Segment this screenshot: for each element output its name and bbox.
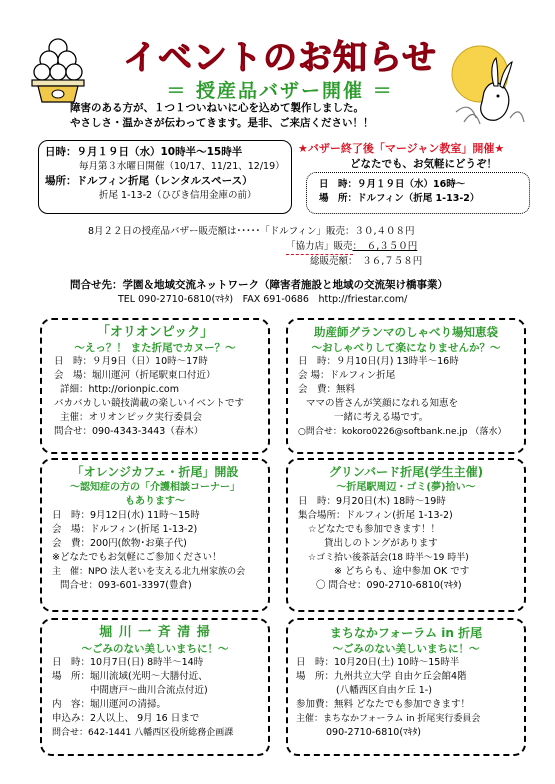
event-horikawa-cleanup	[40, 618, 270, 756]
mahjong-info-box	[306, 172, 530, 214]
kyoryoku-label: 「協力店」販売	[286, 240, 353, 255]
intro-text	[70, 101, 374, 131]
event-line: 問合せ：093-601-3397(豊倉)	[60, 580, 192, 591]
event-line: ☆どなたでも参加できます！！	[308, 524, 441, 535]
event-subtitle: 〜えっ？！ また折尾でカヌー？〜	[74, 342, 236, 354]
event-line: 会 費：200円(飲物･お菓子代)	[52, 538, 187, 549]
bazaar-info-box	[38, 140, 292, 214]
sales-total	[310, 255, 422, 269]
bazaar-place-label: 場所：	[45, 175, 77, 187]
mahjong-heading: ★バザー終了後「マージャン教室」開催★	[298, 142, 505, 155]
event-grandma-talk	[286, 318, 526, 454]
event-title: 「オリオンピック」	[96, 325, 214, 340]
event-line: 090-2710-6810(ﾏｷﾀ)	[326, 727, 422, 738]
event-line: 問合せ：642-1441 八幡西区役所総務企画課	[52, 728, 234, 738]
event-subtitle: 〜ごみのない美しいまちに！〜	[81, 643, 229, 655]
event-title: グリンバード折尾(学生主催)	[328, 465, 484, 479]
event-line: 会 場：ドルフィン(折尾 1-13-2)	[52, 524, 198, 535]
event-title: 助産師グランマのしゃべり場知恵袋	[314, 325, 498, 339]
page-title: イベントのお知らせ	[123, 38, 437, 78]
event-line: 会 費：無料	[298, 384, 356, 395]
event-line: 主催：まちなかフォーラム in 折尾実行委員会	[296, 714, 481, 724]
event-line: ママの皆さんが笑顔になれる知恵を	[306, 398, 459, 409]
event-line: 日 時：10月7日(日) 8時半〜14時	[52, 657, 204, 668]
event-green-bird	[286, 458, 526, 612]
event-line: ※どなたでもお気軽にご参加ください！	[52, 552, 222, 563]
event-subtitle: 〜ごみのない美しいまちに！〜	[332, 643, 480, 655]
event-line: 内 容：堀川運河の清掃。	[52, 699, 167, 710]
mahjong-place: 場 所：ドルフィン（折尾 1-13-2）	[319, 193, 480, 204]
event-line: 日 時：9月20日(木) 18時〜19時	[298, 496, 446, 507]
bazaar-date-note: 毎月第３水曜日開催（10/17、11/21、12/19）	[79, 161, 285, 172]
event-line: 問合せ：090-4343-3443（春木）	[54, 426, 204, 437]
event-line: ○問合せ：kokoro0226@softbank.ne.jp （落水）	[298, 427, 507, 437]
event-machinaka-forum	[286, 618, 526, 756]
mahjong-date: 日 時：９月１９日（水）16時〜	[319, 179, 466, 190]
event-line: 会 場：堀川運河（折尾駅東口付近）	[54, 370, 216, 381]
event-line: 日 時：10月20日(土) 10時〜15時半	[296, 657, 460, 668]
event-line: 参加費：無料 どなたでも参加できます！	[296, 699, 471, 710]
sales-intro: 8月２２日の授産品バザー販売額は･････「ドルフィン」販売：３０,４０８円	[88, 226, 415, 237]
event-line: 日 時：９月10日(月) 13時半〜16時	[298, 356, 459, 367]
event-line: 場 所：九州共立大学 自由ケ丘会館4階	[296, 671, 467, 682]
event-line: ※ どちらも、途中参加 OK です	[334, 566, 470, 577]
event-title: 「オレンジカフェ・折尾」開設	[71, 465, 239, 479]
tsukimi-dango-illustration	[30, 36, 86, 104]
bazaar-date-label: 日時：	[45, 146, 77, 158]
sales-kyoryoku	[286, 240, 417, 255]
intro-line: やさしさ・温かさが伝わってきます。是非、ご来店ください！！	[70, 117, 374, 129]
event-line: 詳細：http://orionpic.com	[60, 384, 179, 395]
event-line: 一緒に考える場です。	[334, 412, 429, 423]
event-line: ☆ゴミ拾い後茶話会(18 時半〜19 時半)	[308, 553, 469, 563]
contact-line1: 問合せ先：学園＆地域交流ネットワーク（障害者施設と地域の交流架け橋事業）	[70, 279, 448, 291]
event-subtitle: もあります〜	[125, 496, 185, 507]
event-subtitle: 〜折尾駅周辺・ゴミ(夢)拾い〜	[336, 482, 476, 493]
event-line: 貸出しのトングがあります	[324, 538, 438, 549]
event-line: 主催：オリオンピック実行委員会	[60, 412, 203, 423]
event-title: 堀 川 一 斉 清 掃	[99, 625, 211, 640]
event-orionpic	[40, 318, 270, 454]
bazaar-place: ドルフィン折尾（レンタルスペース）	[76, 175, 253, 187]
event-line: 日 時：9月12日(水) 11時〜15時	[52, 510, 200, 521]
event-line: 場 所：堀川流域(光明〜大膳付近、	[52, 671, 208, 682]
event-line: 会 場：ドルフィン折尾	[298, 370, 396, 381]
page-subtitle: ＝ 授産品バザー開催 ＝	[166, 80, 394, 102]
event-line: 中間唐戸〜曲川合流点付近)	[90, 685, 208, 696]
event-line: バカバカしい競技満載の楽しいイベントです	[54, 398, 245, 409]
event-line: 〇 問合せ：090-2710-6810(ﾏｷﾀ)	[316, 580, 462, 591]
total-label: 総販売額	[310, 256, 349, 267]
event-line: (八幡西区自由ケ丘 1-)	[336, 685, 432, 696]
contact-line2: TEL 090-2710-6810(ﾏｷﾀ) FAX 691-0686 http://friestar.com/	[118, 294, 408, 305]
bazaar-address: 折尾 1-13-2（ひびき信用金庫の前）	[99, 190, 257, 201]
event-title: まちなかフォーラム in 折尾	[329, 626, 483, 640]
intro-line: 障害のある方が、１つ１ついねいに心を込めて製作しました。	[70, 102, 364, 114]
event-line: 集合場所：ドルフィン(折尾 1-13-2)	[298, 510, 453, 521]
bazaar-date: ９月１９日（水）10時半〜15時半	[76, 146, 243, 158]
mahjong-tagline: どなたでも、お気軽にどうぞ！	[350, 158, 497, 170]
event-line: 申込み：2人以上、 9月 16 日まで	[52, 713, 200, 724]
kyoryoku-value: ： ６,３５０円	[352, 241, 418, 252]
event-subtitle: 〜認知症の方の「介護相談コーナー」	[70, 482, 240, 493]
total-value: ： ３６,７５８円	[348, 256, 423, 267]
event-line: 主 催：NPO 法人老いを支える北九州家族の会	[52, 567, 246, 577]
event-orange-cafe	[40, 458, 270, 612]
event-subtitle: 〜おしゃべりして楽になりませんか？〜	[311, 342, 501, 354]
event-line: 日 時：９月9日（日）10時〜17時	[54, 356, 208, 367]
